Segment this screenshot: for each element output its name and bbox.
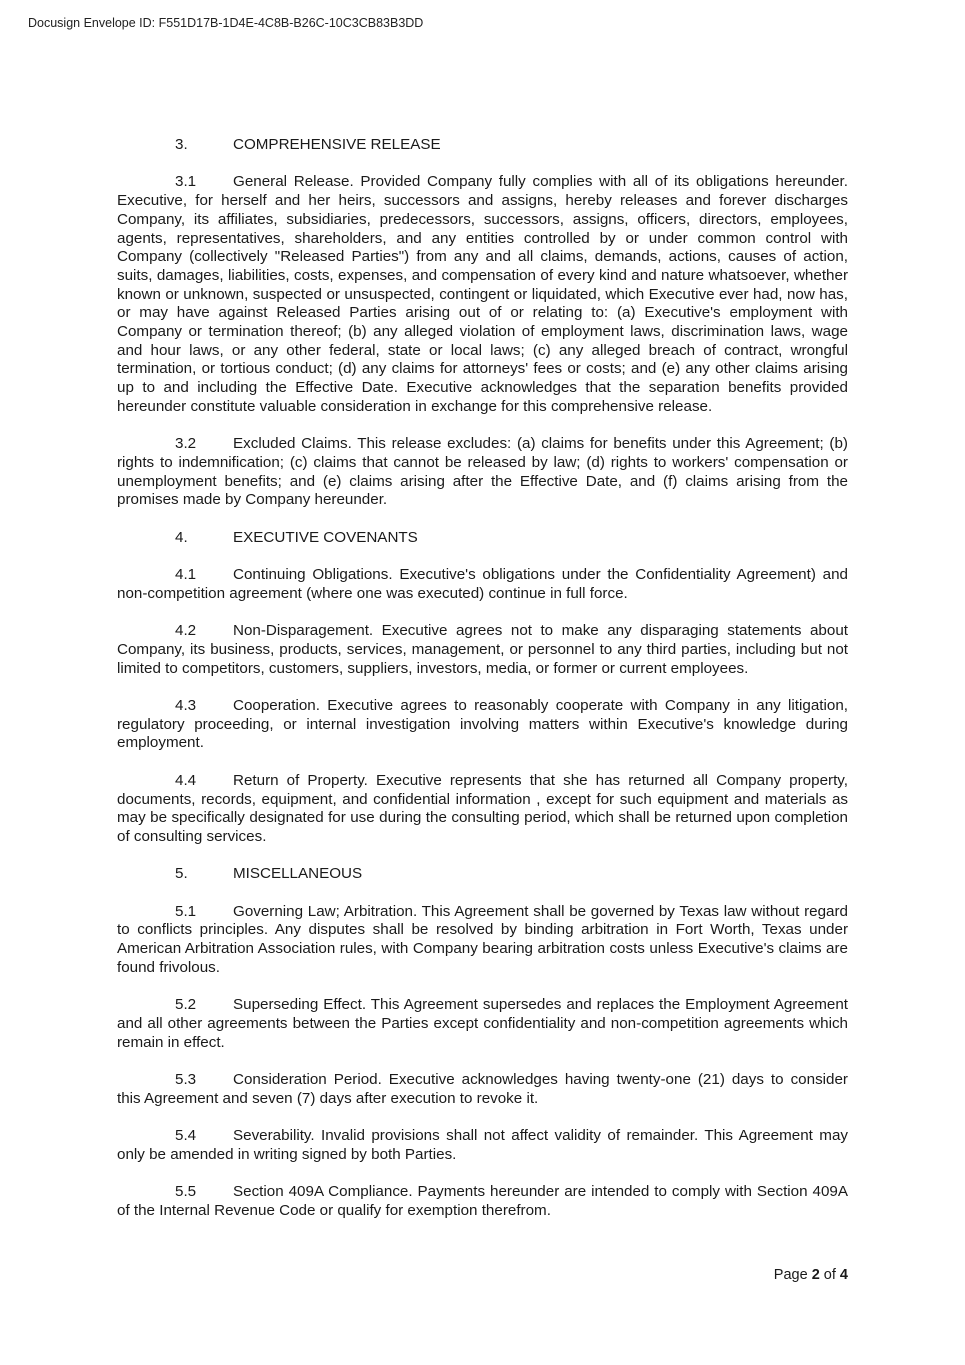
envelope-id: Docusign Envelope ID: F551D17B-1D4E-4C8B-B26C-10C3CB83B3DD: [28, 16, 424, 30]
paragraph: [117, 622, 848, 678]
paragraph-number: 5.3: [175, 1070, 197, 1088]
paragraph-number: 4.3: [175, 697, 197, 714]
paragraph-number: 3.2: [175, 435, 197, 453]
paragraph-number: 5.4: [175, 1127, 197, 1145]
section-title: EXECUTIVE COVENANTS: [233, 528, 418, 546]
paragraph-text: Cooperation. Executive agrees to reasonably cooperate with Company in any litigation, regulatory proceeding, or internal investigation involving matters within Executive's knowledge during employment.: [117, 697, 848, 752]
section-heading: [117, 136, 848, 155]
paragraph-number: 5.5: [175, 1183, 197, 1201]
paragraph-text: Consideration Period. Executive acknowledges having twenty-one (21) days to consider this Agreement and seven (7) days after execution to revoke it.: [117, 1070, 848, 1107]
document-body: [117, 136, 848, 1239]
paragraph-text: Return of Property. Executive represents that she has returned all Company property, documents, records, equipment, and confidential information , except for such equipment and materials as may be specifically designated for use during the consulting period, which shall be returned upon completion of consulting services.: [117, 771, 848, 845]
paragraph-number: 5.2: [175, 996, 197, 1014]
paragraph: [117, 435, 848, 510]
section-title: MISCELLANEOUS: [233, 865, 363, 883]
paragraph-number: 4.4: [175, 771, 197, 789]
paragraph: [117, 1183, 848, 1220]
section-heading: [117, 865, 848, 884]
paragraph-number: 5.1: [175, 902, 197, 920]
paragraph-text: General Release. Provided Company fully complies with all of its obligations hereunder. Executive, for herself and her heirs, successors and assigns, hereby releases and forever discharges Company, its affiliates, subsidiaries, predecessors, successors, assigns, officers, directors, employees, agents, representatives, shareholders, and any entities controlled by or under common control with Company (collectively "Released Parties") from any and all claims, demands, actions, causes of action, suits, damages, liabilities, costs, expenses, and compensation of every kind and nature whatsoever, whether known or unknown, suspected or unsuspected, contingent or liquidated, which Executive ever had, now has, or may have against Released Parties arising out of or relating to: (a) Executive's employment with Company or termination thereof; (b) any alleged violation of employment laws, discrimination laws, wage and hour laws, or any other federal, state or local laws; (c) any alleged breach of contract, wrongful termination, or tortious conduct; (d) any claims for attorneys' fees or costs; and (e) any other claims arising up to and including the Effective Date. Executive acknowledges that the separation benefits provided hereunder constitute valuable consideration in exchange for this comprehensive release.: [117, 173, 848, 415]
paragraph-text: Severability. Invalid provisions shall not affect validity of remainder. This Agreement may only be amended in writing signed by both Parties.: [117, 1127, 848, 1163]
section-title: COMPREHENSIVE RELEASE: [233, 136, 441, 153]
paragraph-number: 4.2: [175, 622, 197, 640]
paragraph-text: Non-Disparagement. Executive agrees not to make any disparaging statements about Company, its business, products, services, management, or personnel to any third parties, including but not limited to competitors, customers, suppliers, investors, media, or former or current employees.: [117, 622, 848, 677]
paragraph-number: 4.1: [175, 566, 197, 584]
paragraph: [117, 772, 848, 847]
paragraph-text: Governing Law; Arbitration. This Agreement shall be governed by Texas law without regard to conflicts principles. Any disputes shall be resolved by binding arbitration in Fort Worth, Texas under American Arbitration Association rules, with Company bearing arbitration costs unless Executive's claims are found frivolous.: [117, 902, 848, 976]
paragraph: [117, 903, 848, 978]
paragraph-text: Continuing Obligations. Executive's obligations under the Confidentiality Agreement) and non-competition agreement (where one was executed) continue in full force.: [117, 566, 848, 602]
paragraph: [117, 566, 848, 603]
section-number: 5.: [175, 865, 188, 883]
paragraph: [117, 1127, 848, 1164]
paragraph: [117, 173, 848, 416]
paragraph-text: Section 409A Compliance. Payments hereunder are intended to comply with Section 409A of the Internal Revenue Code or qualify for exemption therefrom.: [117, 1183, 848, 1219]
paragraph-number: 3.1: [175, 173, 197, 191]
page-number: [774, 1267, 848, 1283]
section-heading: [117, 529, 848, 548]
section-number: 3.: [175, 136, 188, 153]
page-current: 2: [811, 1267, 820, 1283]
paragraph: [117, 996, 848, 1052]
section-number: 4.: [175, 528, 188, 546]
page-mid: of: [819, 1267, 840, 1283]
paragraph: [117, 697, 848, 753]
paragraph-text: Excluded Claims. This release excludes: (a) claims for benefits under this Agreement; (b) rights to indemnification; (c) claims that cannot be released by law; (d) rights to workers' compensation or unemployment benefits; and (e) claims arising after the Effective Date, and (f) claims arising from the promises made by Company hereunder.: [117, 435, 848, 509]
paragraph: [117, 1071, 848, 1108]
page-total: 4: [839, 1267, 848, 1283]
page-prefix: Page: [773, 1267, 812, 1283]
paragraph-text: Superseding Effect. This Agreement supersedes and replaces the Employment Agreement and all other agreements between the Parties except confidentiality and non-competition agreements which remain in effect.: [117, 996, 848, 1051]
